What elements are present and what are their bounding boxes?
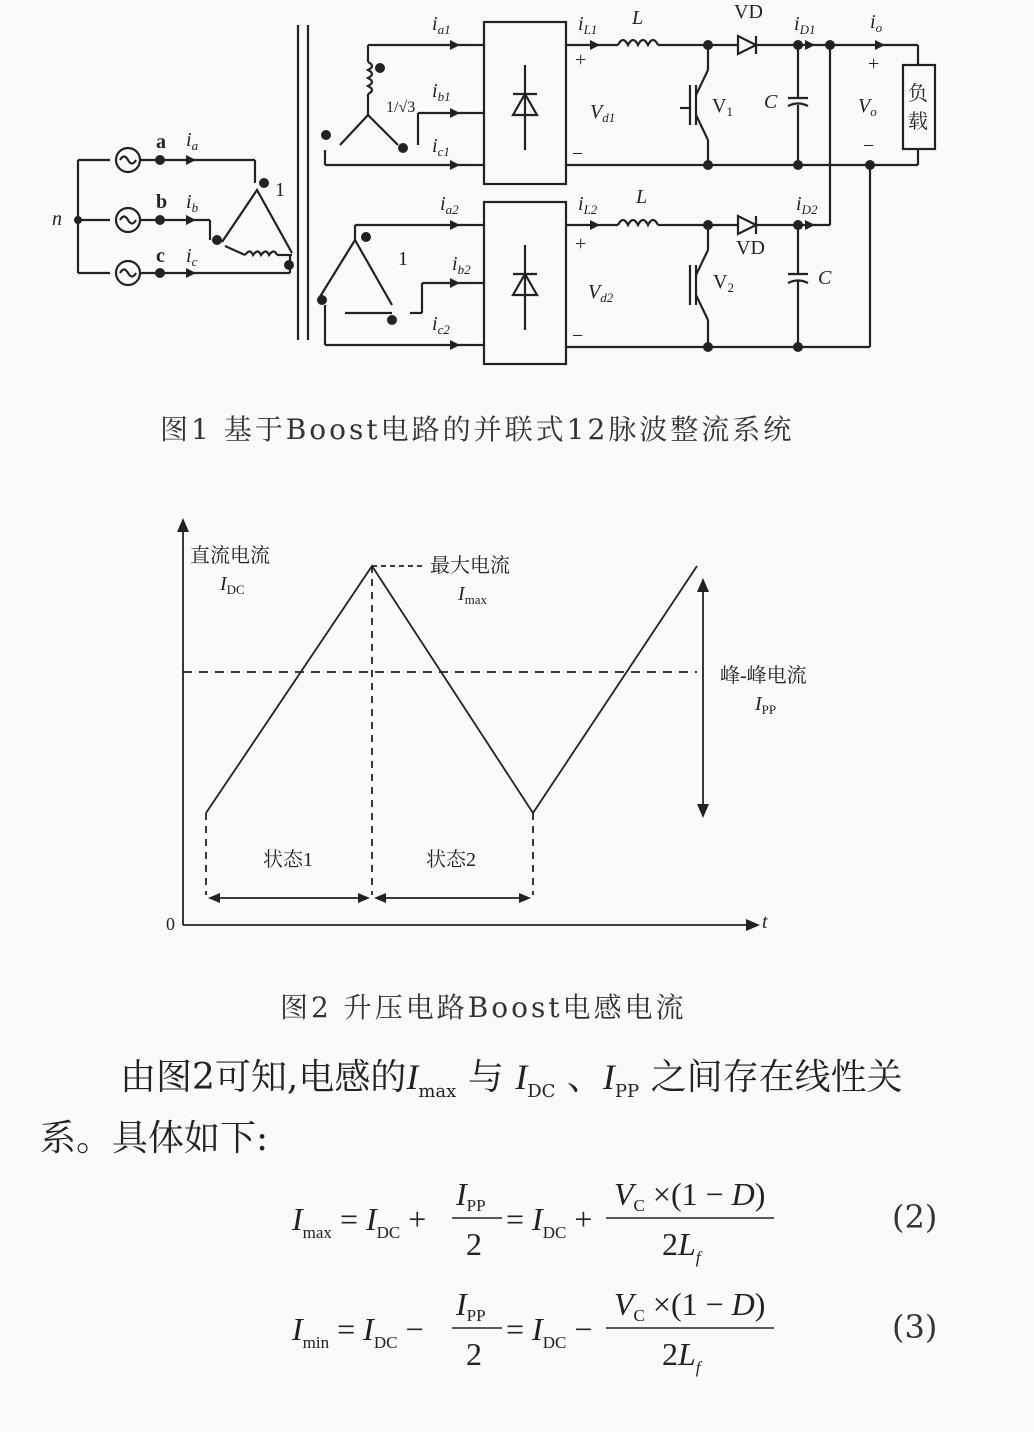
y-axis-label: 直流电流 bbox=[190, 545, 270, 567]
origin-label: 0 bbox=[166, 914, 175, 934]
eq2-mid: = $I_{DC}$ + bbox=[506, 1201, 593, 1242]
state1-label: 状态1 bbox=[263, 849, 313, 871]
label-ib: $i_b$ bbox=[186, 191, 199, 215]
plus-bottom: + bbox=[575, 233, 587, 255]
load-label-2: 载 bbox=[908, 111, 928, 133]
eq3-lhs: $I_{min} = I_{DC}$ − bbox=[292, 1311, 424, 1352]
label-V1: $V_1$ bbox=[712, 95, 733, 119]
eq3-number: (3) bbox=[892, 1308, 938, 1346]
eq3-frac1-den: 2 bbox=[466, 1336, 482, 1372]
state2-label: 状态2 bbox=[426, 849, 476, 871]
label-iL2: $i_{L2}$ bbox=[578, 193, 598, 217]
label-turns-sqrt3: 1/√3 bbox=[386, 99, 416, 116]
imax-label: $I_{max}$ bbox=[458, 583, 488, 607]
eq3-frac1-num: IPP bbox=[456, 1286, 486, 1325]
label-ic1: $i_{c1}$ bbox=[432, 135, 450, 159]
figure1-circuit-diagram bbox=[0, 0, 1034, 400]
label-Vd1: $V_{d1}$ bbox=[590, 101, 616, 125]
label-V2: $V_2$ bbox=[713, 271, 734, 295]
eq3-frac2-den: $2L_f$ bbox=[662, 1336, 701, 1377]
label-VD-top: VD bbox=[734, 1, 763, 23]
plus-out: + bbox=[868, 53, 880, 75]
label-turns-1-lower: 1 bbox=[398, 248, 408, 270]
label-turns-1: 1 bbox=[275, 179, 285, 201]
label-ia2: $i_{a2}$ bbox=[440, 193, 459, 217]
peak-peak-label: 峰-峰电流 bbox=[720, 665, 807, 687]
label-iL1: $i_{L1}$ bbox=[578, 13, 598, 37]
eq2-frac2-den: $2L_f$ bbox=[662, 1226, 701, 1267]
ipp-label: $I_{PP}$ bbox=[755, 693, 777, 717]
eq2-frac1-num: IPP bbox=[456, 1176, 486, 1215]
label-L-top: L bbox=[632, 7, 644, 29]
label-C-top: C bbox=[764, 91, 778, 113]
label-iD1: $i_{D1}$ bbox=[794, 13, 816, 37]
label-ia1: $i_{a1}$ bbox=[432, 13, 451, 37]
figure1-caption: 图1 基于Boost电路的并联式12脉波整流系统 bbox=[160, 413, 795, 446]
figure2-waveform-diagram bbox=[0, 500, 1034, 950]
label-ia: $i_a$ bbox=[186, 129, 199, 153]
load-label-1: 负 bbox=[908, 83, 928, 105]
eq2-frac2-num: VC ×(1 − D) bbox=[614, 1176, 766, 1215]
figure2-caption: 图2 升压电路Boost电感电流 bbox=[280, 991, 687, 1024]
label-b: b bbox=[156, 191, 168, 213]
minus-bottom: − bbox=[572, 325, 584, 347]
eq2-lhs: $I_{max} = I_{DC}$ + bbox=[292, 1201, 427, 1242]
label-Vo: $V_o$ bbox=[858, 95, 877, 119]
label-C-bottom: C bbox=[818, 267, 832, 289]
eq3-frac2-num: VC ×(1 − D) bbox=[614, 1286, 766, 1325]
body-line-2: 系。具体如下: bbox=[40, 1118, 269, 1159]
label-n: n bbox=[52, 208, 62, 230]
eq2-number: (2) bbox=[892, 1198, 938, 1236]
label-iD2: $i_{D2}$ bbox=[796, 193, 818, 217]
minus-top: − bbox=[572, 143, 584, 165]
label-ic2: $i_{c2}$ bbox=[432, 313, 450, 337]
label-ib1: $i_{b1}$ bbox=[432, 80, 451, 104]
equations-block bbox=[280, 1170, 800, 1400]
eq2-frac1-den: 2 bbox=[466, 1226, 482, 1262]
idc-label: $I_{DC}$ bbox=[220, 573, 245, 597]
label-ic: $i_c$ bbox=[186, 245, 198, 269]
label-io: $i_o$ bbox=[870, 11, 883, 35]
minus-out: − bbox=[863, 135, 875, 157]
label-VD-bottom: VD bbox=[736, 237, 765, 259]
plus-top: + bbox=[575, 49, 587, 71]
label-c: c bbox=[156, 245, 165, 267]
eq3-mid: = $I_{DC}$ − bbox=[506, 1311, 593, 1352]
max-current-label: 最大电流 bbox=[430, 555, 510, 577]
t-axis-label: t bbox=[762, 911, 768, 933]
label-a: a bbox=[156, 131, 166, 153]
label-Vd2: $V_{d2}$ bbox=[588, 281, 614, 305]
label-ib2: $i_{b2}$ bbox=[452, 253, 471, 277]
body-line-1: 由图2可知,电感的$I_{max}$ 与 $I_{DC}$ 、$I_{PP}$ 之间存在线性关 bbox=[120, 1057, 903, 1103]
label-L-bottom: L bbox=[636, 186, 648, 208]
